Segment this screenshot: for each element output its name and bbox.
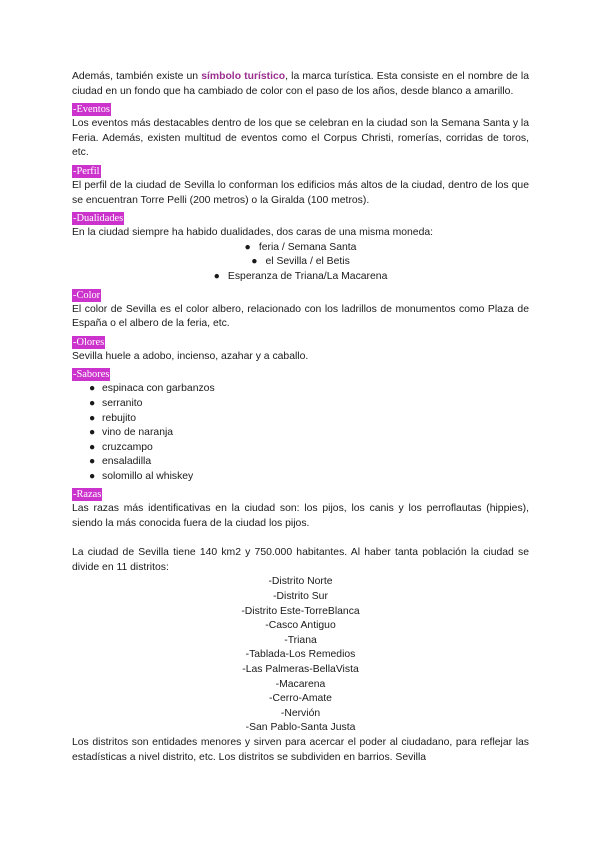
list-item: ● serranito bbox=[89, 397, 529, 412]
bullet-icon: ● bbox=[89, 441, 96, 453]
district-item: -Cerro-Amate bbox=[269, 693, 332, 705]
heading-dualidades: -Dualidades bbox=[73, 213, 124, 225]
heading-color: -Color bbox=[73, 289, 101, 301]
district-item: -Distrito Norte bbox=[268, 576, 333, 588]
list-item: ● ensaladilla bbox=[89, 455, 529, 470]
district-item: -Triana bbox=[284, 634, 317, 646]
olores-paragraph: Sevilla huele a adobo, incienso, azahar y a caballo. bbox=[72, 350, 309, 362]
distritos-outro-paragraph: Los distritos son entidades menores y sirven para acercar el poder al ciudadano, para reflejar las estadísticas a nivel distrito, etc. Los distritos se subdividen en barrios. Sevilla bbox=[72, 736, 529, 763]
list-item: ● Esperanza de Triana/La Macarena bbox=[213, 270, 388, 282]
district-item: -Macarena bbox=[275, 678, 326, 690]
heading-razas: -Razas bbox=[73, 489, 102, 501]
heading-olores: -Olores bbox=[73, 336, 105, 348]
bullet-icon: ● bbox=[89, 412, 96, 424]
intro-text-start: Además, también existe un bbox=[72, 71, 202, 82]
intro-paragraph bbox=[72, 70, 529, 99]
color-paragraph: El color de Sevilla es el color albero, relacionado con los ladrillos de monumentos como Plaza de España o el albero de la feria, etc. bbox=[72, 303, 529, 330]
perfil-paragraph: El perfil de la ciudad de Sevilla lo conforman los edificios más altos de la ciudad, dentro de los que se encuentran Torre Pelli (200 metros) o la Giralda (100 metros). bbox=[72, 179, 529, 206]
district-item: -Distrito Sur bbox=[273, 591, 328, 603]
bullet-icon: ● bbox=[89, 383, 96, 395]
bullet-icon: ● bbox=[89, 456, 96, 468]
distritos-list bbox=[72, 575, 529, 736]
district-item: -Tablada-Los Remedios bbox=[245, 649, 356, 661]
bullet-icon: ● bbox=[89, 427, 96, 439]
razas-paragraph: Las razas más identificativas en la ciudad son: los pijos, los canis y los perroflautas (hippies), siendo la más conocida fuera de la ciudad los pijos. bbox=[72, 503, 529, 530]
list-item: ● feria / Semana Santa bbox=[244, 241, 357, 253]
list-item: ● solomillo al whiskey bbox=[89, 470, 529, 485]
district-item: -Casco Antiguo bbox=[265, 620, 336, 632]
bullet-icon: ● bbox=[89, 470, 96, 482]
list-item: ● el Sevilla / el Betis bbox=[251, 256, 350, 268]
bullet-icon: ● bbox=[251, 256, 258, 268]
dualidades-paragraph: En la ciudad siempre ha habido dualidades, dos caras de una misma moneda: bbox=[72, 227, 434, 239]
heading-eventos: -Eventos bbox=[73, 104, 110, 116]
district-item: -Nervión bbox=[280, 707, 321, 719]
blank-line bbox=[72, 532, 529, 547]
bullet-icon: ● bbox=[244, 241, 251, 253]
heading-sabores: -Sabores bbox=[73, 369, 110, 381]
distritos-intro-paragraph: La ciudad de Sevilla tiene 140 km2 y 750.000 habitantes. Al haber tanta población la ciudad se divide en 11 distritos: bbox=[72, 547, 529, 573]
bullet-icon: ● bbox=[89, 397, 96, 409]
intro-text-end: , la marca turística. Esta consiste en el nombre de la ciudad en un fondo que ha cambiado de color con el paso de los años, desde blanco a amarillo. bbox=[72, 71, 529, 97]
dualidades-list bbox=[72, 241, 529, 285]
sabores-list bbox=[72, 382, 529, 484]
highlight-simbolo-turistico: símbolo turístico bbox=[201, 71, 286, 82]
district-item: -Distrito Este-TorreBlanca bbox=[241, 605, 360, 617]
list-item: ● rebujito bbox=[89, 412, 529, 427]
heading-perfil: -Perfil bbox=[73, 165, 100, 177]
list-item: ● cruzcampo bbox=[89, 441, 529, 456]
eventos-paragraph: Los eventos más destacables dentro de los que se celebran en la ciudad son la Semana Santa y la Feria. Además, existen multitud de eventos como el Corpus Christi, romerías, corridas de toros, etc. bbox=[72, 118, 529, 159]
district-item: -San Pablo-Santa Justa bbox=[245, 722, 356, 734]
list-item: ● vino de naranja bbox=[89, 426, 529, 441]
list-item: ● espinaca con garbanzos bbox=[89, 382, 529, 397]
district-item: -Las Palmeras-BellaVista bbox=[242, 664, 359, 675]
bullet-icon: ● bbox=[213, 270, 220, 282]
